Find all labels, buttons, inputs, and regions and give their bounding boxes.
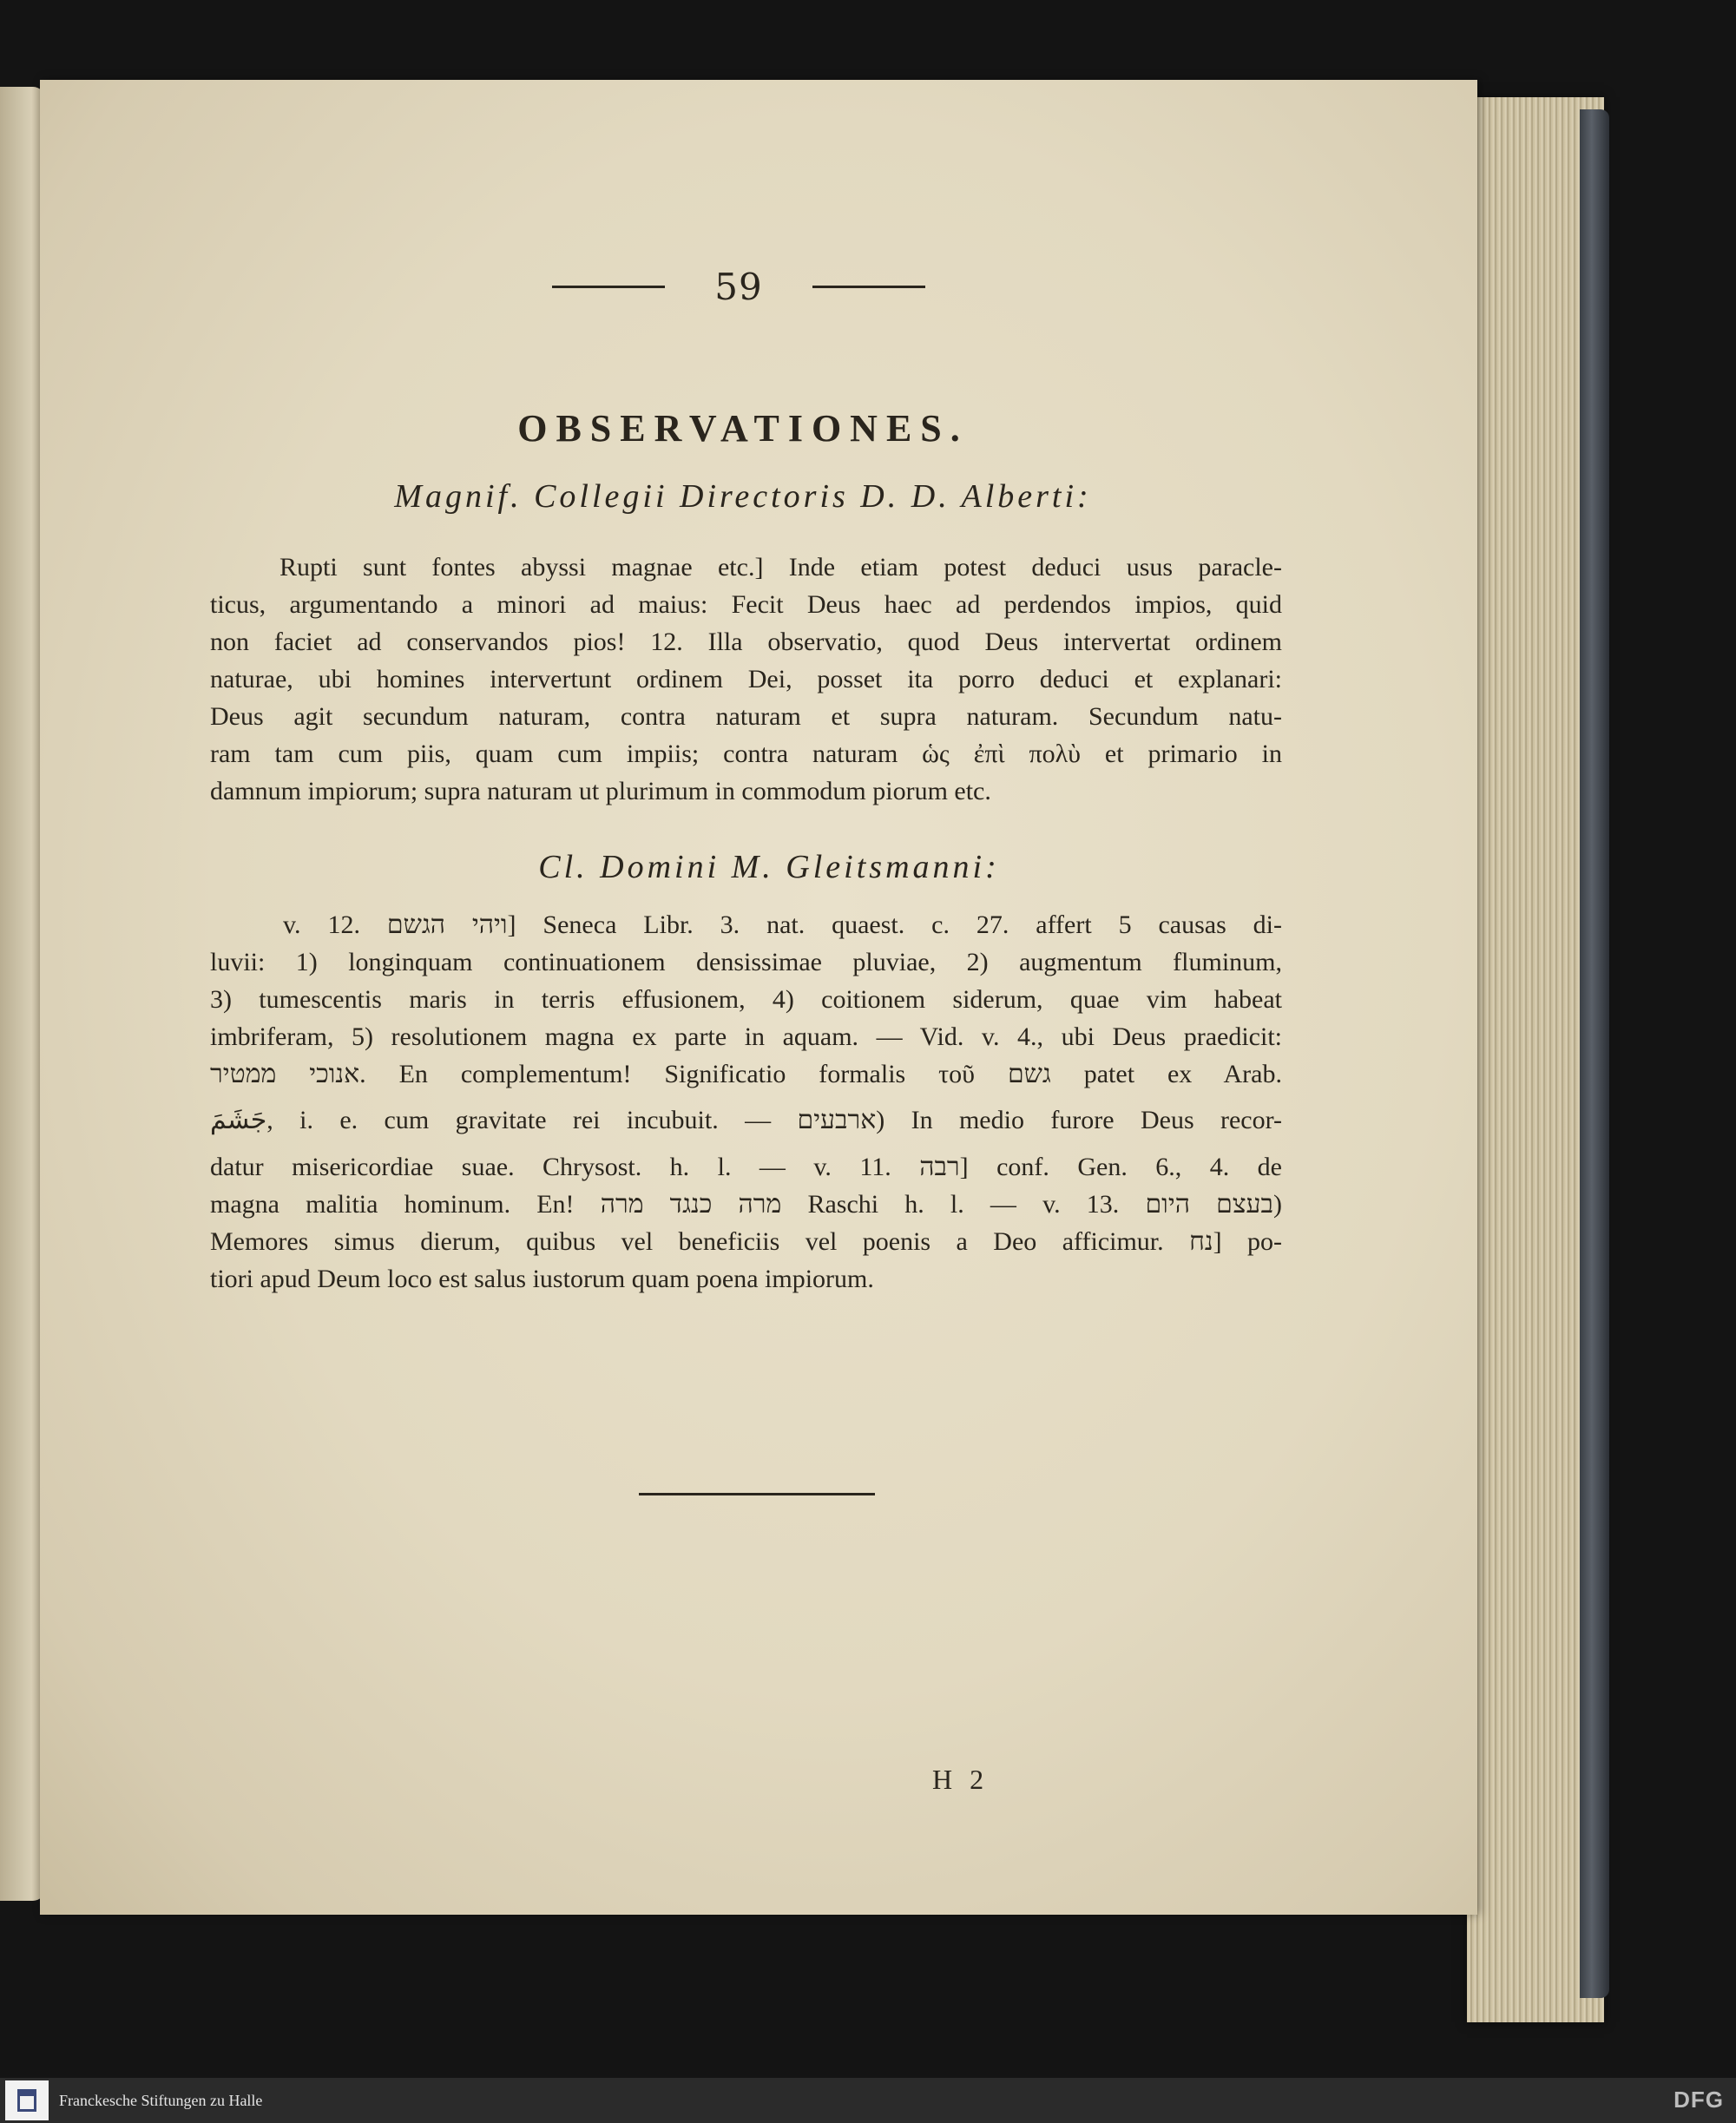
text-line: luvii: 1) longinquam continuationem densissimae pluviae, 2) augmentum fluminum, bbox=[210, 948, 1282, 976]
section-divider bbox=[639, 1493, 875, 1495]
viewer-footer bbox=[0, 2078, 1736, 2123]
text-line: جَشَمَ, i. e. cum gravitate rei incubuit. — ארבעים) In medio furore Deus recor- bbox=[210, 1106, 1282, 1134]
signature-mark: H 2 bbox=[932, 1764, 990, 1795]
text-line: datur misericordiae suae. Chrysost. h. l. — v. 11. רבה] conf. Gen. 6., 4. de bbox=[210, 1153, 1282, 1181]
institution-logo-icon bbox=[5, 2080, 49, 2120]
text-line: non faciet ad conservandos pios! 12. Illa observatio, quod Deus intervertat ordinem bbox=[210, 628, 1282, 656]
page-number: 59 bbox=[714, 265, 763, 308]
text-line: naturae, ubi homines intervertunt ordinem Dei, posset ita porro deduci et explanari: bbox=[210, 665, 1282, 693]
left-page-edge bbox=[0, 87, 45, 1901]
page-header bbox=[552, 260, 925, 312]
institution-name: Franckesche Stiftungen zu Halle bbox=[59, 2091, 263, 2109]
header-rule-right bbox=[812, 286, 925, 288]
text-line: אנוכי ממטיר. En complementum! Significatio formalis τοῦ גשם patet ex Arab. bbox=[210, 1060, 1282, 1088]
text-line: ticus, argumentando a minori ad maius: Fecit Deus haec ad perdendos impios, quid bbox=[210, 590, 1282, 619]
subhead-alberti: Magnif. Collegii Directoris D. D. Alberti: bbox=[394, 478, 1092, 515]
text-line: Deus agit secundum naturam, contra naturam et supra naturam. Secundum natu- bbox=[210, 702, 1282, 731]
subhead-gleitsmann: Cl. Domini M. Gleitsmanni: bbox=[538, 849, 1000, 885]
text-line: 3) tumescentis maris in terris effusionem, 4) coitionem siderum, quae vim habeat bbox=[210, 985, 1282, 1014]
text-line: magna malitia hominum. En! מרה כנגד מרה Raschi h. l. — v. 13. בעצם היום) bbox=[210, 1190, 1282, 1219]
text-line: Rupti sunt fontes abyssi magnae etc.] Inde etiam potest deduci usus paracle- bbox=[279, 553, 1282, 582]
paragraph-gleitsmann bbox=[210, 906, 1282, 1298]
text-line: imbriferam, 5) resolutionem magna ex parte in aquam. — Vid. v. 4., ubi Deus praedicit: bbox=[210, 1022, 1282, 1051]
page-title: OBSERVATIONES. bbox=[517, 407, 969, 450]
text-line: tiori apud Deum loco est salus iustorum quam poena impiorum. bbox=[210, 1265, 874, 1293]
text-line: ram tam cum piis, quam cum impiis; contra naturam ὡς ἐπὶ πολὺ et primario in bbox=[210, 739, 1282, 768]
text-line: v. 12. ויהי הגשם] Seneca Libr. 3. nat. quaest. c. 27. affert 5 causas di- bbox=[283, 910, 1282, 939]
header-rule-left bbox=[552, 286, 665, 288]
book-cover-edge bbox=[1580, 109, 1609, 1998]
text-line: Memores simus dierum, quibus vel beneficiis vel poenis a Deo afficimur. נח] po- bbox=[210, 1227, 1282, 1256]
dfg-logo: DFG bbox=[1674, 2087, 1724, 2113]
paragraph-alberti bbox=[210, 549, 1282, 810]
book-page bbox=[40, 80, 1477, 1915]
text-line: damnum impiorum; supra naturam ut plurimum in commodum piorum etc. bbox=[210, 777, 991, 805]
